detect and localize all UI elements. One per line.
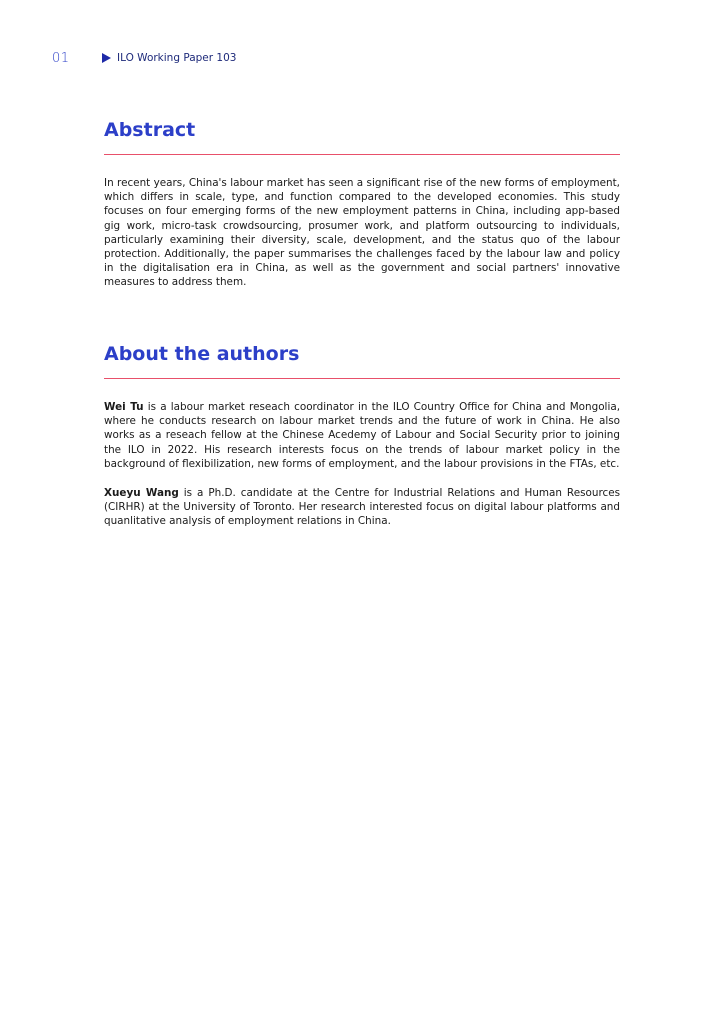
author-bio [104, 400, 620, 471]
running-header [52, 50, 236, 66]
abstract-section [104, 118, 620, 290]
abstract-text: In recent years, China's labour market has seen a significant rise of the new forms of employment, which differs in scale, type, and function compared to the developed economies. This study focuses on four emerging forms of the new employment patterns in China, including app-based gig work, micro-task crowdsourcing, prosumer work, and platform outsourcing to individuals, particularly examining their diversity, scale, development, and the status quo of the labour protection. Additionally, the paper summarises the challenges faced by the labour law and policy in the digitalisation era in China, as well as the government and social partners' innovative measures to address them. [104, 177, 620, 289]
page-number: 01 [52, 50, 70, 66]
section-divider [104, 378, 620, 379]
author-bio [104, 486, 620, 529]
author-bio-text: is a Ph.D. candidate at the Centre for Industrial Relations and Human Resources (CIRHR) at the University of Toronto. Her research interested focus on digital labour platforms and quanlitative analysis of employment relations in China. [104, 487, 621, 528]
triangle-right-icon [102, 53, 111, 63]
author-bio-text: is a labour market reseach coordinator in the ILO Country Office for China and Mongolia, where he conducts research on labour market trends and the future of work in China. He also works as a reseach fellow at the Chinese Acedemy of Labour and Social Security prior to joining the ILO in 2022. His research interests focus on the trends of labour market policy in the background of flexibilization, new forms of employment, and the labour provisions in the FTAs, etc. [104, 401, 620, 470]
author-name: Wei Tu [104, 401, 144, 413]
authors-section [104, 342, 620, 529]
abstract-heading: Abstract [104, 119, 196, 141]
running-title: ILO Working Paper 103 [117, 52, 237, 64]
authors-heading: About the authors [104, 343, 300, 365]
author-name: Xueyu Wang [104, 487, 179, 500]
section-divider [104, 154, 620, 155]
